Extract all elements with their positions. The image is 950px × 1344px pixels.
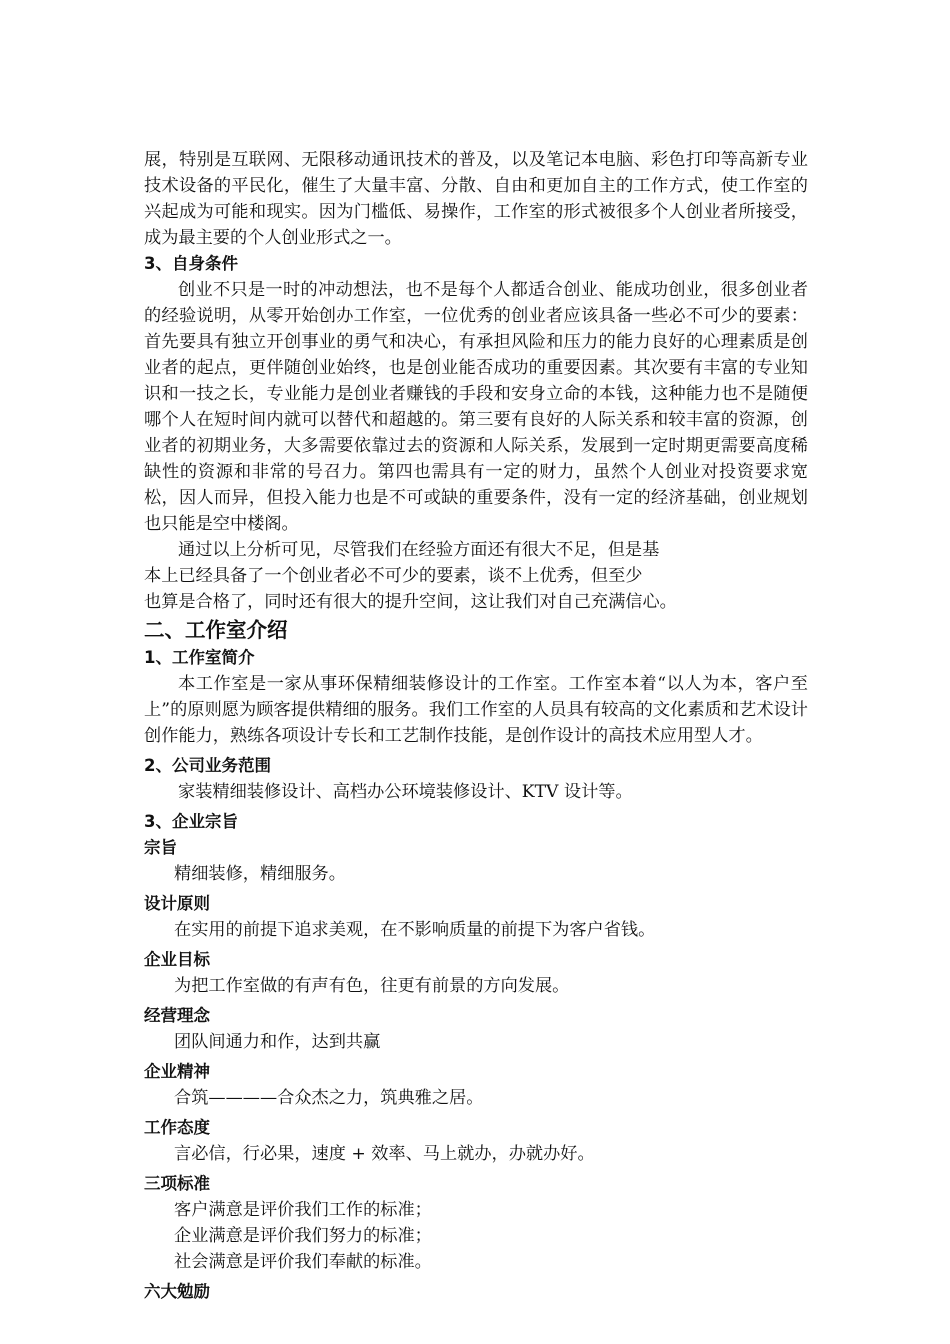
standard-line-2: 企业满意是评价我们努力的标准； xyxy=(174,1226,432,1246)
company-spirit-text: 合筑————合众杰之力，筑典雅之居。 xyxy=(174,1088,484,1108)
standard-line-3: 社会满意是评价我们奉献的标准。 xyxy=(174,1252,432,1272)
business-scope-heading: 2、公司业务范围 xyxy=(144,756,271,775)
document-body xyxy=(144,147,808,1305)
business-philosophy-text: 团队间通力和作，达到共赢 xyxy=(174,1032,381,1052)
design-principle-label: 设计原则 xyxy=(144,894,210,913)
section-two-heading: 二、工作室介绍 xyxy=(144,618,288,642)
company-spirit-label: 企业精神 xyxy=(144,1062,210,1081)
summary-line-3: 也算是合格了，同时还有很大的提升空间，这让我们对自己充满信心。 xyxy=(144,592,677,612)
self-conditions-paragraph: 创业不只是一时的冲动想法，也不是每个人都适合创业、能成功创业，很多创业者的经验说明，从零开始创办工作室，一位优秀的创业者应该具备一些必不可少的要素：首先要具有独立开创事业的勇气和决心，有承担风险和压力的能力良好的心理素质是创业者的起点，更伴随创业始终，也是创业能否成功的重要因素。其次要有丰富的专业知识和一技之长，专业能力是创业者赚钱的手段和安身立命的本钱，这种能力也不是随便哪个人在短时间内就可以替代和超越的。第三要有良好的人际关系和较丰富的资源，创业者的初期业务，大多需要依靠过去的资源和人际关系，发展到一定时期更需要高度稀缺性的资源和非常的号召力。第四也需具有一定的财力，虽然个人创业对投资要求宽松，因人而异，但投入能力也是不可或缺的重要条件，没有一定的经济基础，创业规划也只能是空中楼阁。 xyxy=(144,280,808,534)
intro-paragraph: 展，特别是互联网、无限移动通讯技术的普及，以及笔记本电脑、彩色打印等高新专业技术设备的平民化，催生了大量丰富、分散、自由和更加自主的工作方式，使工作室的兴起成为可能和现实。因为门槛低、易操作，工作室的形式被很多个人创业者所接受，成为最主要的个人创业形式之一。 xyxy=(144,150,808,248)
standard-line-1: 客户满意是评价我们工作的标准； xyxy=(174,1200,432,1220)
design-principle-text: 在实用的前提下追求美观，在不影响质量的前提下为客户省钱。 xyxy=(174,920,656,940)
business-scope-text: 家装精细装修设计、高档办公环境装修设计、KTV 设计等。 xyxy=(178,782,633,802)
six-encouragements-label: 六大勉励 xyxy=(144,1282,210,1301)
self-conditions-heading: 3、自身条件 xyxy=(144,254,238,273)
company-goal-label: 企业目标 xyxy=(144,950,210,969)
summary-line-1: 通过以上分析可见，尽管我们在经验方面还有很大不足，但是基 xyxy=(178,540,660,560)
company-goal-text: 为把工作室做的有声有色，往更有前景的方向发展。 xyxy=(174,976,570,996)
studio-intro-heading: 1、工作室简介 xyxy=(144,648,255,667)
purpose-label: 宗旨 xyxy=(144,838,177,857)
summary-line-2: 本上已经具备了一个创业者必不可少的要素，谈不上优秀，但至少 xyxy=(144,566,643,586)
three-standards-label: 三项标准 xyxy=(144,1174,210,1193)
studio-intro-paragraph: 本工作室是一家从事环保精细装修设计的工作室。工作室本着“以人为本，客户至上”的原则愿为顾客提供精细的服务。我们工作室的人员具有较高的文化素质和艺术设计创作能力，熟练各项设计专长和工艺制作技能，是创作设计的高技术应用型人才。 xyxy=(144,674,808,746)
purpose-heading: 3、企业宗旨 xyxy=(144,812,238,831)
business-philosophy-label: 经营理念 xyxy=(144,1006,210,1025)
purpose-text: 精细装修，精细服务。 xyxy=(174,864,346,884)
work-attitude-text: 言必信，行必果，速度 + 效率、马上就办，办就办好。 xyxy=(174,1144,595,1164)
work-attitude-label: 工作态度 xyxy=(144,1118,210,1137)
